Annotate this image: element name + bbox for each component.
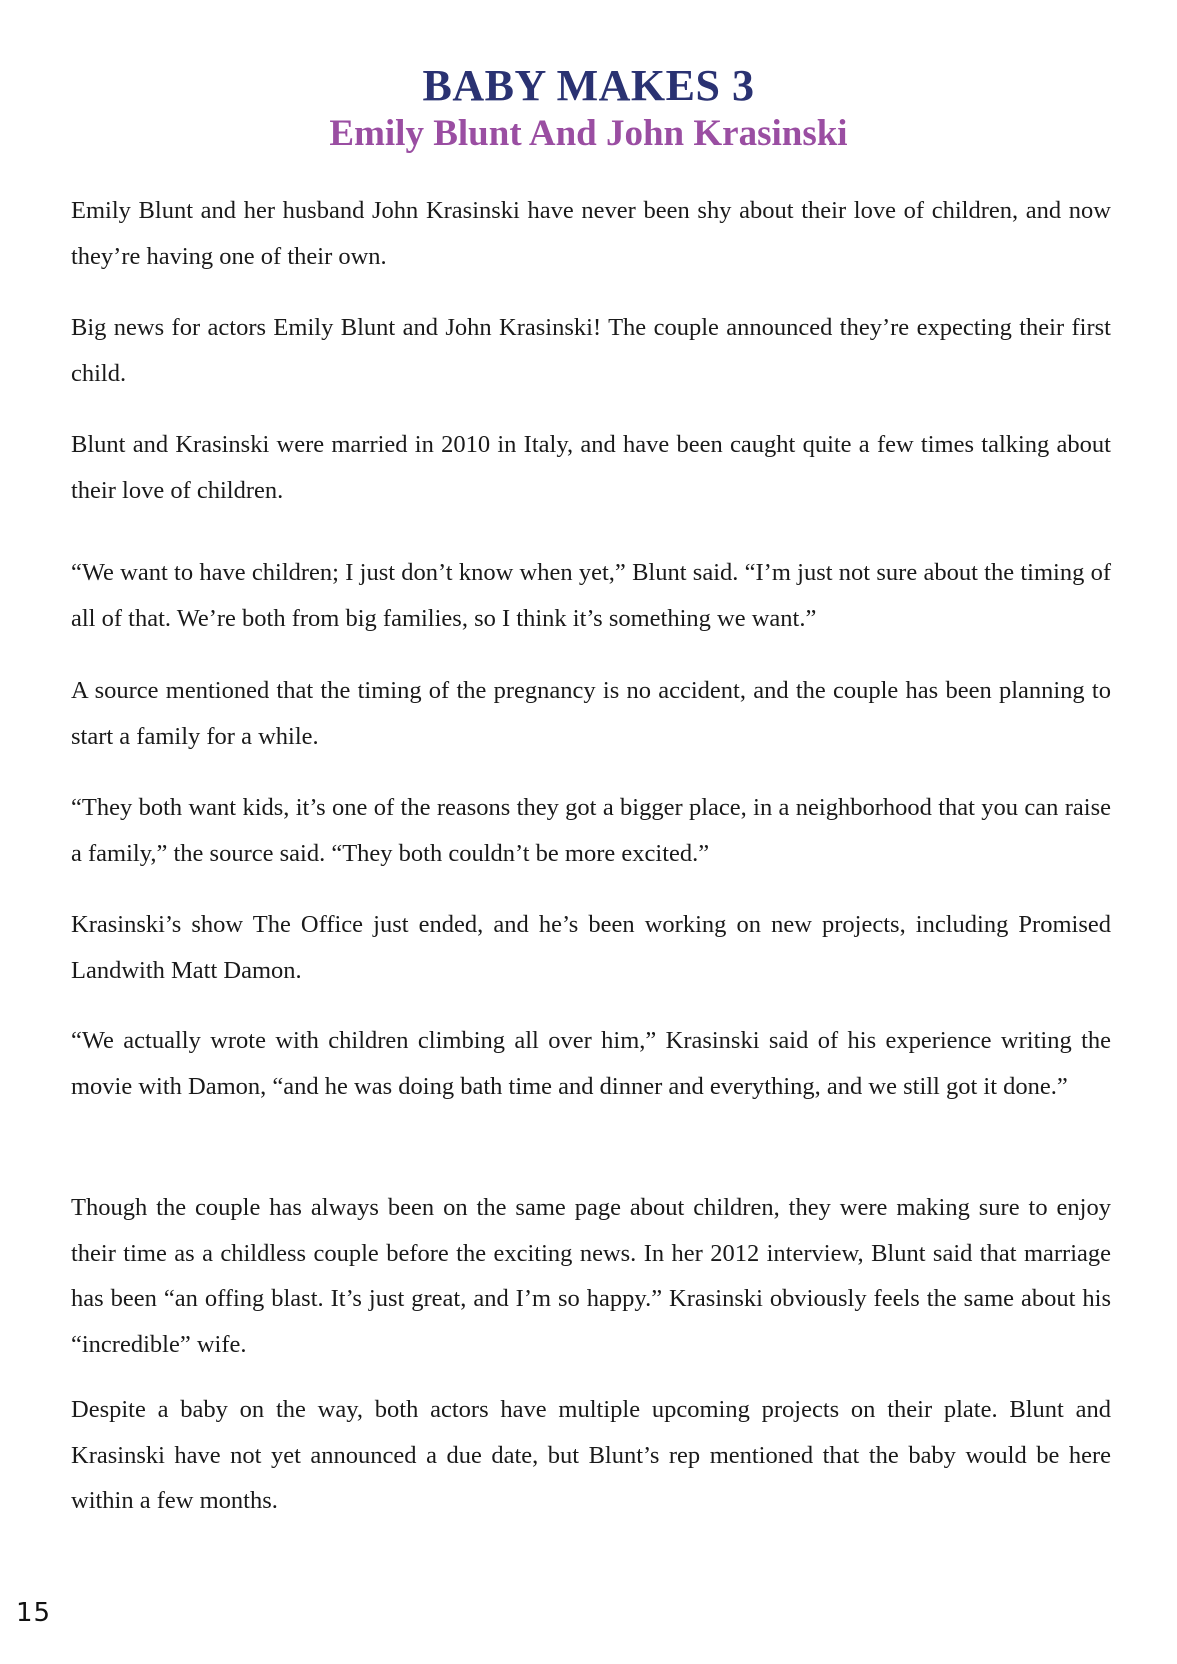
paragraph-4: “We want to have children; I just don’t know when yet,” Blunt said. “I’m just not sure about the timing of all of that. We’re both from big families, so I think it’s something we want.” — [71, 559, 1111, 632]
paragraph-7: Krasinski’s show The Office just ended, and he’s been working on new projects, including Promised Landwith Matt Damon. — [71, 911, 1111, 984]
paragraph-10: Despite a baby on the way, both actors have multiple upcoming projects on their plate. Blunt and Krasinski have not yet announced a due date, but Blunt’s rep mentioned that the baby would be here within a few months. — [71, 1396, 1111, 1514]
page-number: 15 — [16, 1598, 52, 1628]
paragraph-5: A source mentioned that the timing of the pregnancy is no accident, and the couple has been planning to start a family for a while. — [71, 677, 1111, 750]
paragraph-9: Though the couple has always been on the same page about children, they were making sure to enjoy their time as a childless couple before the exciting news. In her 2012 interview, Blunt said that marriage has been “an offing blast. It’s just great, and I’m so happy.” Krasinski obviously feels the same about his “incredible” wife. — [71, 1194, 1111, 1358]
paragraph-6: “They both want kids, it’s one of the reasons they got a bigger place, in a neighborhood that you can raise a family,” the source said. “They both couldn’t be more excited.” — [71, 794, 1111, 867]
paragraph-1: Emily Blunt and her husband John Krasinski have never been shy about their love of children, and now they’re having one of their own. — [71, 197, 1111, 270]
paragraph-3: Blunt and Krasinski were married in 2010 in Italy, and have been caught quite a few times talking about their love of children. — [71, 431, 1111, 504]
article-title: BABY MAKES 3 — [422, 61, 755, 110]
article-subtitle: Emily Blunt And John Krasinski — [329, 113, 848, 154]
paragraph-2: Big news for actors Emily Blunt and John Krasinski! The couple announced they’re expecting their first child. — [71, 314, 1111, 387]
paragraph-8: “We actually wrote with children climbing all over him,” Krasinski said of his experience writing the movie with Damon, “and he was doing bath time and dinner and everything, and we still got it done.” — [71, 1027, 1111, 1100]
